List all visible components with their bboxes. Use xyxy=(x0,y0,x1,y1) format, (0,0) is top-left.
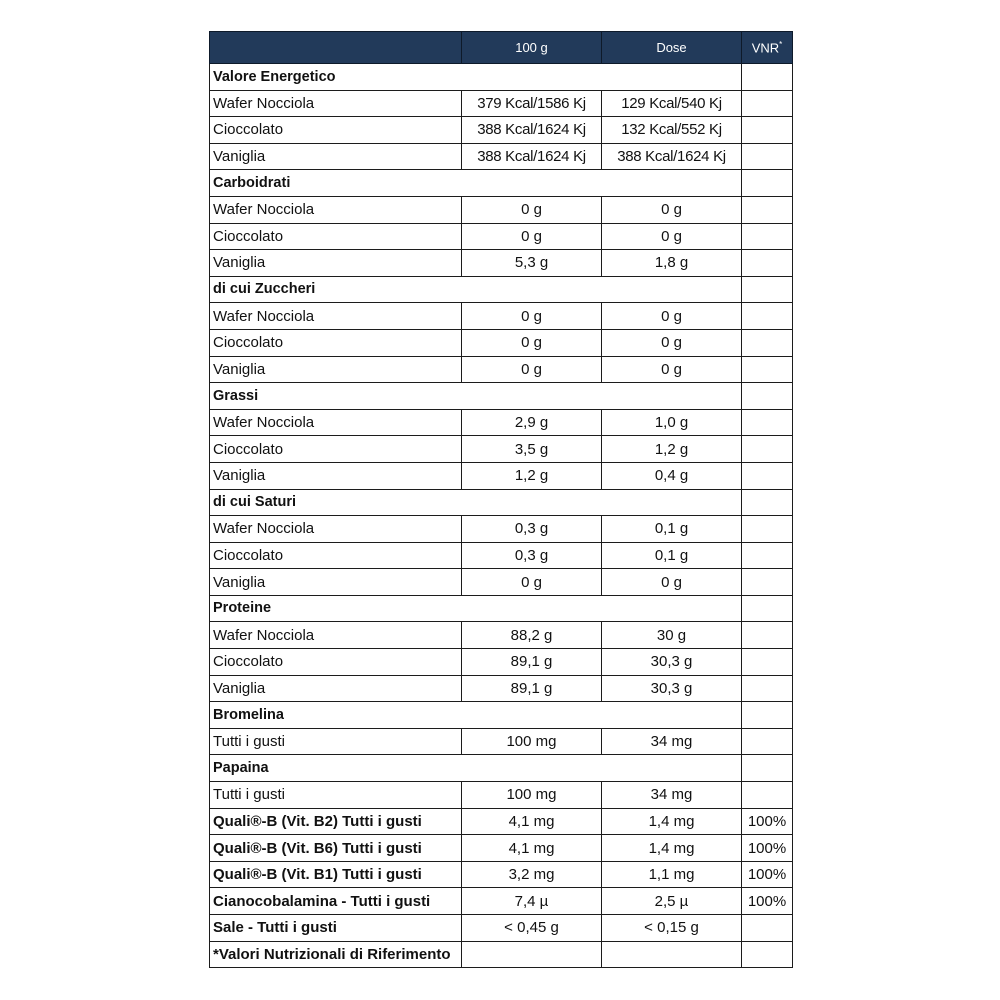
vnr-cell xyxy=(742,117,793,144)
value-100g: 388 Kcal/1624 Kj xyxy=(462,117,602,144)
vnr-cell xyxy=(742,462,793,489)
vnr-cell xyxy=(742,489,793,516)
vnr-cell xyxy=(742,250,793,277)
vnr-cell xyxy=(742,223,793,250)
value-dose: 132 Kcal/552 Kj xyxy=(602,117,742,144)
table-row xyxy=(210,409,793,436)
row-label: Quali®-B (Vit. B6) Tutti i gusti xyxy=(210,835,462,862)
vnr-cell xyxy=(742,569,793,596)
value-dose: < 0,15 g xyxy=(602,915,742,942)
row-label: Wafer Nocciola xyxy=(210,90,462,117)
vnr-cell xyxy=(742,64,793,91)
row-label: Vaniglia xyxy=(210,143,462,170)
vnr-cell xyxy=(742,90,793,117)
vnr-cell xyxy=(742,702,793,729)
row-label: Cianocobalamina - Tutti i gusti xyxy=(210,888,462,915)
vnr-cell xyxy=(742,409,793,436)
table-row xyxy=(210,329,793,356)
value-100g: 3,2 mg xyxy=(462,861,602,888)
value-100g: 0 g xyxy=(462,303,602,330)
vnr-cell xyxy=(742,542,793,569)
value-100g: 388 Kcal/1624 Kj xyxy=(462,143,602,170)
row-label: Vaniglia xyxy=(210,675,462,702)
value-dose: 1,1 mg xyxy=(602,861,742,888)
value-dose: 34 mg xyxy=(602,782,742,809)
section-title: di cui Saturi xyxy=(210,489,602,516)
vnr-cell xyxy=(742,595,793,622)
table-row xyxy=(210,196,793,223)
row-label: Sale - Tutti i gusti xyxy=(210,915,462,942)
header-100g: 100 g xyxy=(462,32,602,64)
value-100g: 88,2 g xyxy=(462,622,602,649)
table-row xyxy=(210,223,793,250)
row-label: Cioccolato xyxy=(210,649,462,676)
value-dose: 0,1 g xyxy=(602,516,742,543)
value-dose: 2,5 µ xyxy=(602,888,742,915)
section-row xyxy=(210,170,793,197)
empty-cell xyxy=(602,941,742,968)
vnr-cell xyxy=(742,622,793,649)
section-spacer-cell xyxy=(602,170,742,197)
vnr-cell xyxy=(742,436,793,463)
table-row xyxy=(210,303,793,330)
table-row xyxy=(210,462,793,489)
section-title: Grassi xyxy=(210,383,602,410)
value-100g: 379 Kcal/1586 Kj xyxy=(462,90,602,117)
header-vnr xyxy=(742,32,793,64)
header-vnr-asterisk: * xyxy=(779,39,783,49)
vnr-cell xyxy=(742,329,793,356)
value-100g: < 0,45 g xyxy=(462,915,602,942)
row-label: Wafer Nocciola xyxy=(210,196,462,223)
section-row xyxy=(210,755,793,782)
table-row xyxy=(210,835,793,862)
value-100g: 4,1 mg xyxy=(462,808,602,835)
value-100g: 2,9 g xyxy=(462,409,602,436)
row-label: Wafer Nocciola xyxy=(210,516,462,543)
value-100g: 0 g xyxy=(462,196,602,223)
value-dose: 30 g xyxy=(602,622,742,649)
row-label: Cioccolato xyxy=(210,436,462,463)
vnr-cell xyxy=(742,649,793,676)
footnote: *Valori Nutrizionali di Riferimento xyxy=(210,941,462,968)
row-label: Tutti i gusti xyxy=(210,782,462,809)
empty-cell xyxy=(462,941,602,968)
section-row xyxy=(210,595,793,622)
value-vnr xyxy=(742,915,793,942)
row-label: Cioccolato xyxy=(210,117,462,144)
header-row xyxy=(210,32,793,64)
value-dose: 1,4 mg xyxy=(602,835,742,862)
value-dose: 0,4 g xyxy=(602,462,742,489)
table-row xyxy=(210,516,793,543)
section-spacer-cell xyxy=(602,383,742,410)
table-row xyxy=(210,915,793,942)
value-100g: 1,2 g xyxy=(462,462,602,489)
table-row xyxy=(210,649,793,676)
header-dose: Dose xyxy=(602,32,742,64)
row-label: Quali®-B (Vit. B1) Tutti i gusti xyxy=(210,861,462,888)
value-dose: 0 g xyxy=(602,356,742,383)
value-100g: 0 g xyxy=(462,356,602,383)
value-vnr: 100% xyxy=(742,861,793,888)
table-row xyxy=(210,728,793,755)
section-spacer-cell xyxy=(602,595,742,622)
value-dose: 34 mg xyxy=(602,728,742,755)
vnr-cell xyxy=(742,728,793,755)
value-dose: 0,1 g xyxy=(602,542,742,569)
section-spacer-cell xyxy=(602,276,742,303)
section-title: Valore Energetico xyxy=(210,64,602,91)
vnr-cell xyxy=(742,170,793,197)
vnr-cell xyxy=(742,755,793,782)
section-spacer-cell xyxy=(602,702,742,729)
section-title: Papaina xyxy=(210,755,602,782)
value-100g: 0 g xyxy=(462,223,602,250)
table-row xyxy=(210,888,793,915)
value-100g: 0 g xyxy=(462,569,602,596)
row-label: Tutti i gusti xyxy=(210,728,462,755)
value-dose: 1,8 g xyxy=(602,250,742,277)
row-label: Wafer Nocciola xyxy=(210,409,462,436)
row-label: Cioccolato xyxy=(210,329,462,356)
value-dose: 0 g xyxy=(602,569,742,596)
section-spacer-cell xyxy=(602,489,742,516)
value-100g: 0 g xyxy=(462,329,602,356)
row-label: Vaniglia xyxy=(210,356,462,383)
value-100g: 4,1 mg xyxy=(462,835,602,862)
table-row xyxy=(210,117,793,144)
row-label: Cioccolato xyxy=(210,223,462,250)
value-dose: 30,3 g xyxy=(602,649,742,676)
value-100g: 7,4 µ xyxy=(462,888,602,915)
value-dose: 30,3 g xyxy=(602,675,742,702)
value-dose: 0 g xyxy=(602,196,742,223)
vnr-cell xyxy=(742,782,793,809)
section-title: di cui Zuccheri xyxy=(210,276,602,303)
table-row xyxy=(210,861,793,888)
nutrition-table xyxy=(209,31,793,968)
row-label: Wafer Nocciola xyxy=(210,303,462,330)
table-row xyxy=(210,356,793,383)
row-label: Quali®-B (Vit. B2) Tutti i gusti xyxy=(210,808,462,835)
row-label: Vaniglia xyxy=(210,250,462,277)
value-vnr: 100% xyxy=(742,888,793,915)
section-spacer-cell xyxy=(602,755,742,782)
table-row xyxy=(210,542,793,569)
vnr-cell xyxy=(742,356,793,383)
table-row xyxy=(210,622,793,649)
value-dose: 0 g xyxy=(602,303,742,330)
vnr-cell xyxy=(742,196,793,223)
value-100g: 0,3 g xyxy=(462,542,602,569)
table-row xyxy=(210,569,793,596)
table-row xyxy=(210,782,793,809)
section-title: Carboidrati xyxy=(210,170,602,197)
header-vnr-label: VNR xyxy=(751,40,780,56)
value-100g: 100 mg xyxy=(462,728,602,755)
table-row xyxy=(210,675,793,702)
row-label: Vaniglia xyxy=(210,462,462,489)
value-100g: 3,5 g xyxy=(462,436,602,463)
value-dose: 0 g xyxy=(602,223,742,250)
section-title: Bromelina xyxy=(210,702,602,729)
row-label: Vaniglia xyxy=(210,569,462,596)
section-row xyxy=(210,702,793,729)
vnr-cell xyxy=(742,383,793,410)
empty-cell xyxy=(742,941,793,968)
vnr-cell xyxy=(742,276,793,303)
table-row xyxy=(210,250,793,277)
table-row xyxy=(210,90,793,117)
table-row xyxy=(210,143,793,170)
value-100g: 100 mg xyxy=(462,782,602,809)
value-dose: 388 Kcal/1624 Kj xyxy=(602,143,742,170)
row-label: Wafer Nocciola xyxy=(210,622,462,649)
value-100g: 89,1 g xyxy=(462,675,602,702)
section-row xyxy=(210,64,793,91)
value-100g: 89,1 g xyxy=(462,649,602,676)
section-spacer-cell xyxy=(602,64,742,91)
value-dose: 0 g xyxy=(602,329,742,356)
table-row xyxy=(210,436,793,463)
vnr-cell xyxy=(742,675,793,702)
value-dose: 129 Kcal/540 Kj xyxy=(602,90,742,117)
value-vnr: 100% xyxy=(742,808,793,835)
value-dose: 1,4 mg xyxy=(602,808,742,835)
header-empty-cell xyxy=(210,32,462,64)
value-vnr: 100% xyxy=(742,835,793,862)
section-row xyxy=(210,276,793,303)
footnote-row xyxy=(210,941,793,968)
value-100g: 5,3 g xyxy=(462,250,602,277)
table-body xyxy=(210,64,793,968)
vnr-cell xyxy=(742,303,793,330)
row-label: Cioccolato xyxy=(210,542,462,569)
value-100g: 0,3 g xyxy=(462,516,602,543)
vnr-cell xyxy=(742,143,793,170)
value-dose: 1,2 g xyxy=(602,436,742,463)
vnr-cell xyxy=(742,516,793,543)
table-row xyxy=(210,808,793,835)
section-row xyxy=(210,489,793,516)
section-title: Proteine xyxy=(210,595,602,622)
value-dose: 1,0 g xyxy=(602,409,742,436)
section-row xyxy=(210,383,793,410)
